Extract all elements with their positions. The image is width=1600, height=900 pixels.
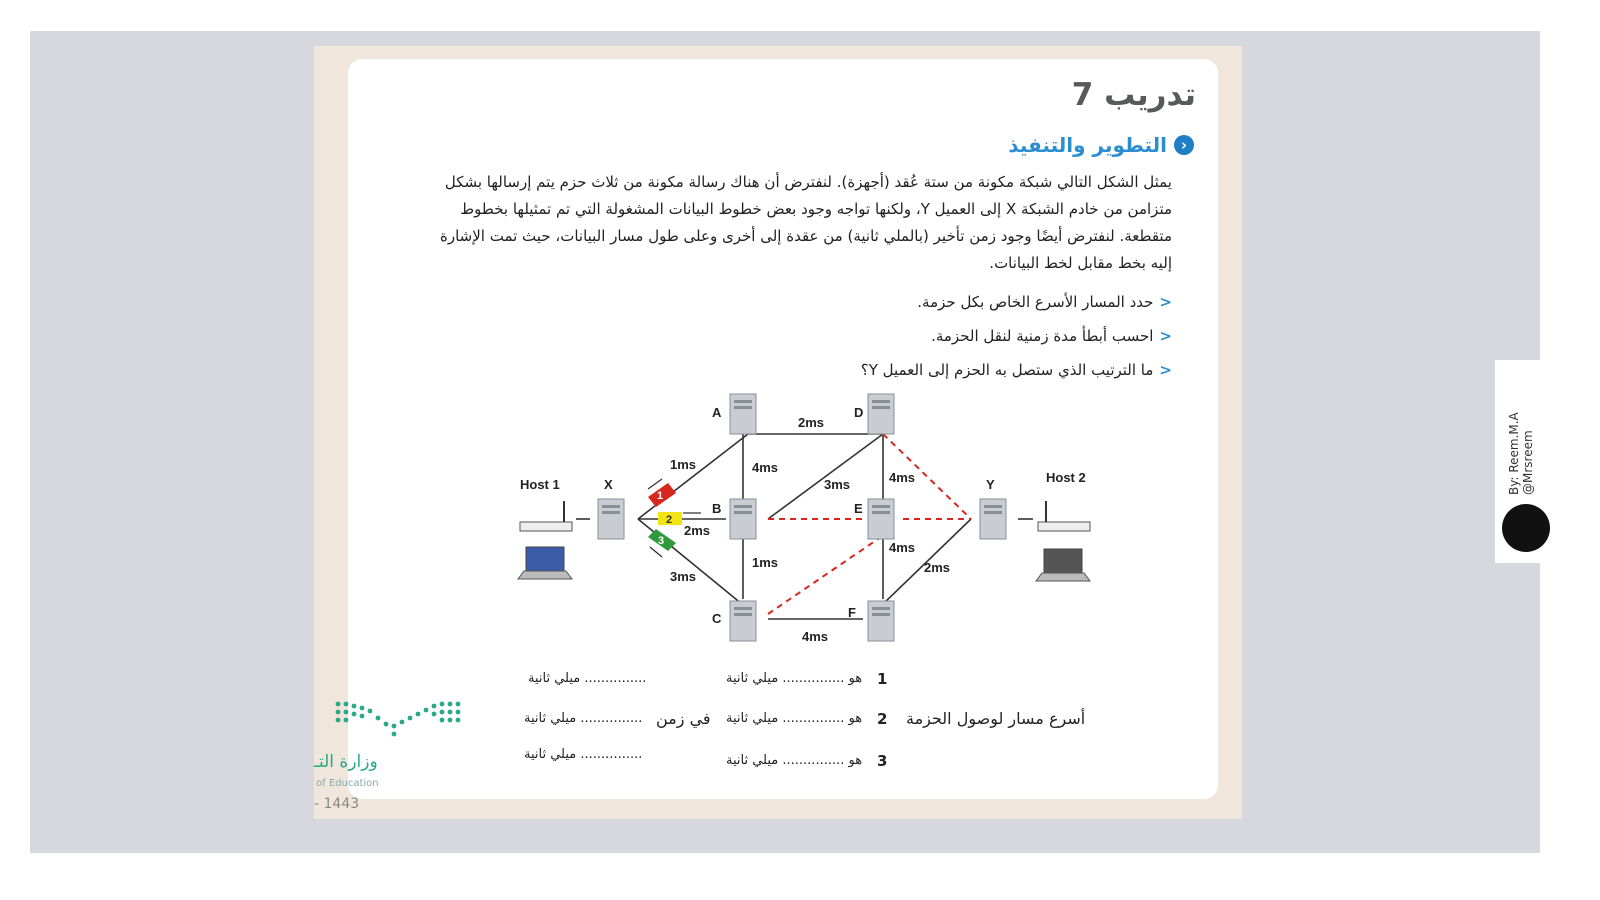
paragraph-line: متزامن من خادم الشبكة X إلى العميل Y، ولكنها تواجه وجود بعض خطوط البيانات المشغولة التي تم تمثيلها بخطوط xyxy=(460,200,1172,218)
node-label-e: E xyxy=(854,501,863,516)
answer-row-1-path[interactable]: هو ............... ميلي ثانية xyxy=(726,671,863,686)
server-icon xyxy=(980,499,1006,539)
bullet-chevron-icon: < xyxy=(1159,361,1172,379)
answer-row-2-number: 2 xyxy=(877,710,888,728)
ministry-year: - 1443 xyxy=(314,796,360,812)
task-list xyxy=(652,285,1172,387)
edge-label-f-y: 2ms xyxy=(924,560,951,575)
server-icon xyxy=(868,499,894,539)
node-label-b: B xyxy=(712,501,722,516)
paragraph-line: إليه بخط مقابل لخط البيانات. xyxy=(989,254,1172,272)
answer-row-1-time[interactable]: ............... ميلي ثانية xyxy=(528,671,647,686)
chevron-left-icon: ‹ xyxy=(1174,135,1194,155)
watermark-line-1: By: Reem.M.A xyxy=(1507,412,1521,495)
content-card xyxy=(348,59,1218,799)
ministry-english: of Education xyxy=(316,778,379,789)
edge-label-d-e: 4ms xyxy=(889,470,916,485)
description-paragraph xyxy=(392,169,1172,277)
section-label: التطوير والتنفيذ xyxy=(1008,133,1167,157)
edge-label-a-d: 2ms xyxy=(798,415,825,430)
network-diagram xyxy=(498,379,1118,659)
edge-label-x-a: 1ms xyxy=(670,457,697,472)
node-label-c: C xyxy=(712,611,722,626)
busy-link-c-e xyxy=(768,539,878,614)
watermark-line-2: @Mrsreem xyxy=(1521,430,1535,495)
edge-label-b-d: 3ms xyxy=(824,477,851,492)
edge-label-e-f: 4ms xyxy=(889,540,916,555)
answer-row-3-number: 3 xyxy=(877,752,888,770)
slide xyxy=(314,46,1242,819)
packet-2-label: 2 xyxy=(666,514,673,526)
server-icon xyxy=(868,601,894,641)
laptop-icon xyxy=(1036,549,1090,581)
answer-row-2-path[interactable]: هو ............... ميلي ثانية xyxy=(726,711,863,726)
ministry-name: وزارة التـ xyxy=(314,752,378,772)
packet-3 xyxy=(648,529,676,551)
host1-label: Host 1 xyxy=(520,477,560,492)
node-label-x: X xyxy=(604,477,613,492)
ministry-logo xyxy=(314,686,474,836)
page-title: تدريب 7 xyxy=(1071,77,1196,113)
task-text: ما الترتيب الذي ستصل به الحزم إلى العميل Y؟ xyxy=(860,361,1154,379)
task-item xyxy=(652,285,1172,319)
author-watermark xyxy=(1495,360,1551,563)
answer-row-2-time[interactable]: ............... ميلي ثانية xyxy=(524,711,643,726)
server-icon xyxy=(730,601,756,641)
packet-2 xyxy=(658,512,682,526)
edge-label-x-c: 3ms xyxy=(670,569,697,584)
answer-row-3-time[interactable]: ............... ميلي ثانية xyxy=(524,747,643,762)
edge-label-x-b: 2ms xyxy=(684,523,711,538)
task-text: حدد المسار الأسرع الخاص بكل حزمة. xyxy=(917,293,1154,311)
task-text: احسب أبطأ مدة زمنية لنقل الحزمة. xyxy=(931,327,1154,345)
router-icon xyxy=(520,501,572,531)
node-label-f: F xyxy=(848,605,856,620)
answer-row-3-path[interactable]: هو ............... ميلي ثانية xyxy=(726,753,863,768)
node-label-y: Y xyxy=(986,477,995,492)
server-icon xyxy=(598,499,624,539)
node-label-a: A xyxy=(712,405,722,420)
server-icon xyxy=(730,394,756,434)
packet-3-label: 3 xyxy=(658,535,665,547)
watermark-text xyxy=(1507,412,1535,495)
node-label-d: D xyxy=(854,405,864,420)
host2-label: Host 2 xyxy=(1046,470,1086,485)
server-icon xyxy=(868,394,894,434)
answer-row-prefix: أسرع مسار لوصول الحزمة xyxy=(906,709,1086,728)
packet-1-label: 1 xyxy=(657,490,664,502)
server-icon xyxy=(730,499,756,539)
bullet-chevron-icon: < xyxy=(1159,327,1172,345)
paragraph-line: يمثل الشكل التالي شبكة مكونة من ستة عُقد (أجهزة). لنفترض أن هناك رسالة مكونة من ثلاث حزم يتم إرسالها بشكل xyxy=(444,173,1172,191)
author-logo-icon xyxy=(1502,504,1550,552)
router-icon xyxy=(1038,501,1090,531)
laptop-icon xyxy=(518,547,572,579)
edge-label-b-c: 1ms xyxy=(752,555,779,570)
section-heading xyxy=(1008,133,1194,157)
answer-row-1-number: 1 xyxy=(877,670,888,688)
bullet-chevron-icon: < xyxy=(1159,293,1172,311)
edge-label-c-f: 4ms xyxy=(802,629,829,644)
in-time-label: في زمن xyxy=(656,709,711,728)
paragraph-line: متقطعة. لنفترض أيضًا وجود زمن تأخير (بالملي ثانية) من عقدة إلى أخرى وعلى طول مسار البيانات، حيث تمت الإشارة xyxy=(439,227,1172,245)
task-item xyxy=(652,319,1172,353)
dots-logo-icon xyxy=(332,698,462,744)
edge-label-a-b: 4ms xyxy=(752,460,779,475)
